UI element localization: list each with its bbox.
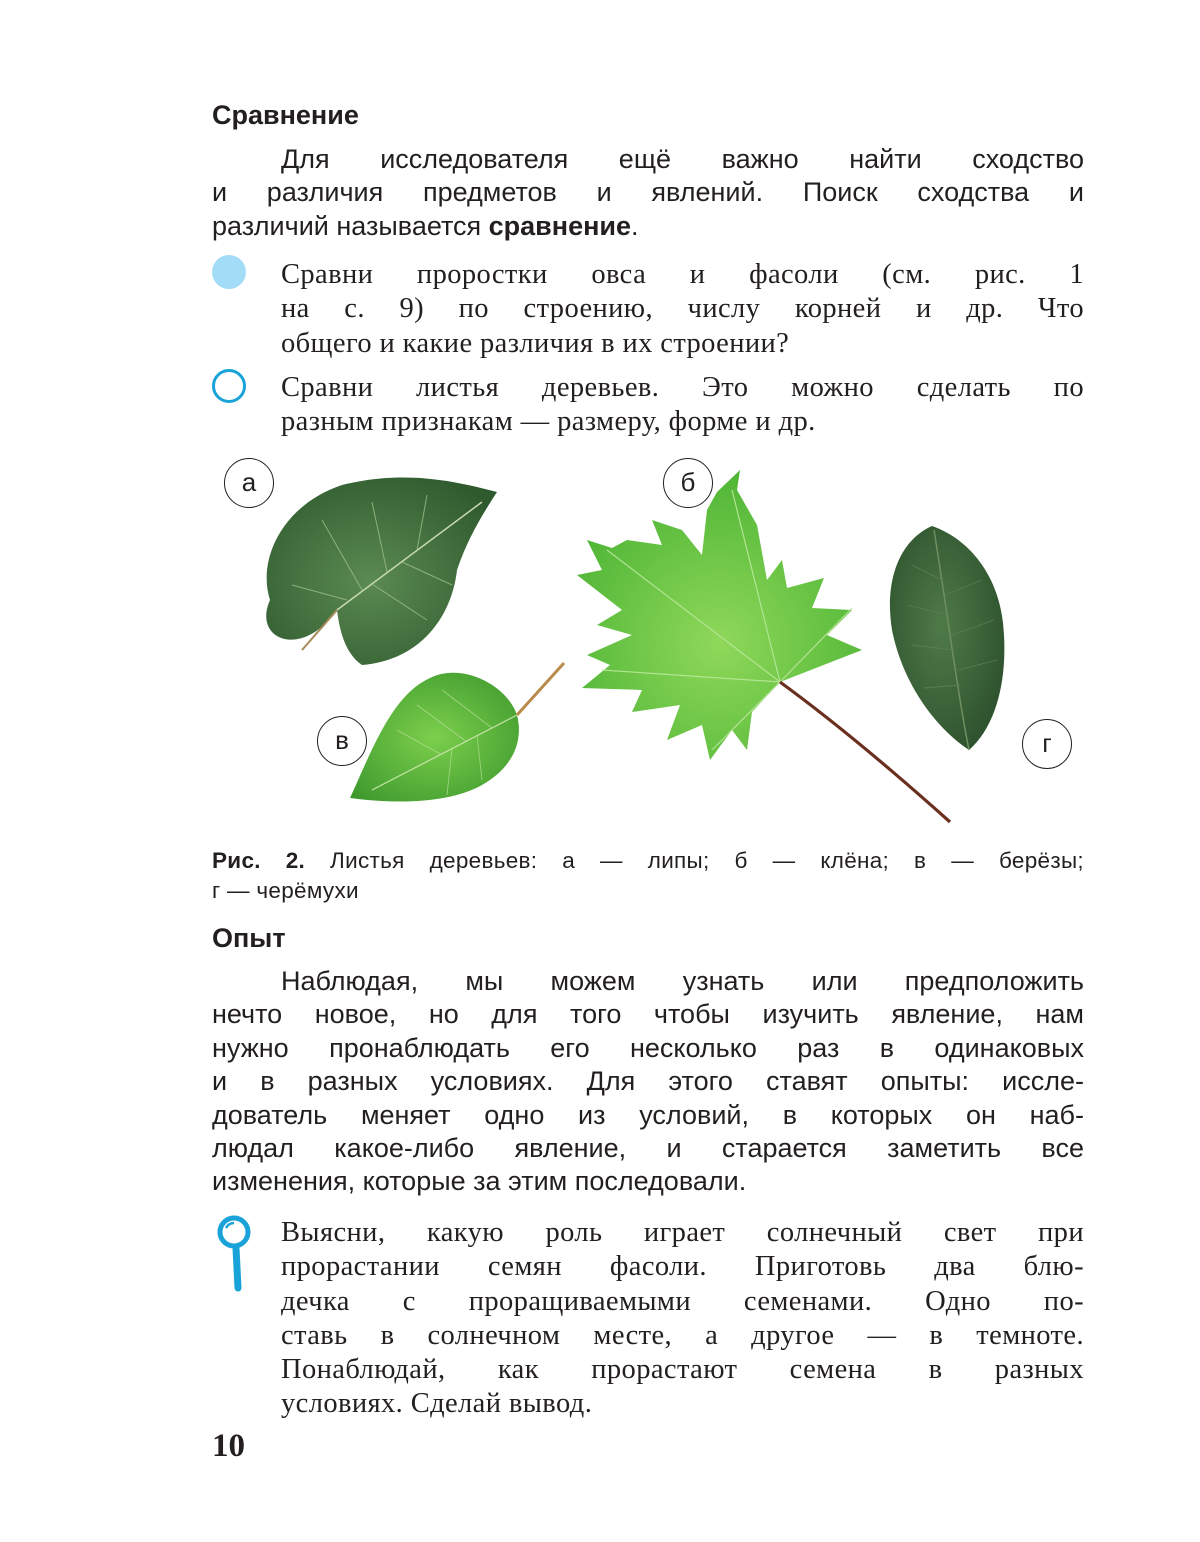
- text-line: дователь меняет одно из условий, в которых он наб-: [212, 1099, 1084, 1130]
- task-compare-sprouts: [281, 258, 1084, 361]
- text-line: прорастании семян фасоли. Приготовь два блю-: [281, 1251, 1084, 1283]
- maple-leaf: [577, 470, 950, 822]
- task-sunlight-experiment: [281, 1216, 1084, 1422]
- section-heading-experiment: Опыт: [212, 923, 286, 953]
- page-number: 10: [212, 1428, 245, 1464]
- text-line: условиях. Сделай вывод.: [281, 1388, 593, 1420]
- figure-caption: [212, 846, 1084, 905]
- label-v: в: [317, 716, 367, 766]
- comparison-paragraph: [212, 143, 1084, 243]
- text-line: общего и какие различия в их строении?: [281, 327, 790, 359]
- birch-leaf: [350, 663, 564, 802]
- text-line: [212, 210, 1084, 243]
- text-line: и в разных условиях. Для этого ставят опыты: иссле-: [212, 1066, 1084, 1097]
- text-line: людал какое-либо явление, и старается заметить все: [212, 1133, 1084, 1164]
- term-comparison: сравнение: [488, 210, 632, 241]
- text-line: Сравни проростки овса и фасоли (см. рис. 1: [281, 259, 1084, 290]
- text-line: нужно пронаблюдать его несколько раз в одинаковых: [212, 1032, 1084, 1063]
- text-fragment: различий называется: [212, 210, 489, 241]
- bird-cherry-leaf: [890, 526, 1004, 750]
- label-a: а: [224, 458, 274, 508]
- caption-line: [212, 846, 1084, 876]
- label-b: б: [663, 458, 713, 508]
- caption-line: г — черёмухи: [212, 877, 359, 903]
- text-fragment: .: [631, 210, 639, 241]
- text-line: Понаблюдай, как прорастают семена в разных: [281, 1354, 1084, 1386]
- text-line: ставь в солнечном месте, а другое — в темноте.: [281, 1319, 1084, 1351]
- text-line: на с. 9) по строению, числу корней и др. Что: [281, 293, 1084, 325]
- text-line: Наблюдая, мы можем узнать или предположить: [281, 966, 1084, 996]
- text-line: Сравни листья деревьев. Это можно сделать по: [281, 372, 1084, 403]
- figure-leaves: [212, 450, 1092, 830]
- task-marker-filled-icon: [212, 255, 246, 289]
- text-line: дечка с проращиваемыми семенами. Одно по-: [281, 1285, 1084, 1317]
- text-line: и различия предметов и явлений. Поиск сходства и: [212, 177, 1084, 208]
- text-line: нечто новое, но для того чтобы изучить явление, нам: [212, 999, 1084, 1030]
- caption-text: Листья деревьев: а — липы; б — клёна; в — берёзы;: [330, 848, 1084, 873]
- task-compare-leaves: [281, 371, 1084, 440]
- section-heading-comparison: Сравнение: [212, 100, 359, 130]
- text-line: Выясни, какую роль играет солнечный свет при: [281, 1217, 1084, 1248]
- linden-leaf: [266, 477, 497, 665]
- figure-number: Рис. 2.: [212, 848, 306, 873]
- text-line: Для исследователя ещё важно найти сходство: [281, 144, 1084, 174]
- experiment-paragraph: [212, 965, 1084, 1199]
- text-line: разным признакам — размеру, форме и др.: [281, 406, 816, 438]
- magnifier-icon: [214, 1214, 258, 1294]
- leaves-illustration: [212, 450, 1092, 830]
- task-marker-ring-icon: [212, 369, 246, 403]
- text-line: изменения, которые за этим последовали.: [212, 1166, 747, 1197]
- label-g: г: [1022, 719, 1072, 769]
